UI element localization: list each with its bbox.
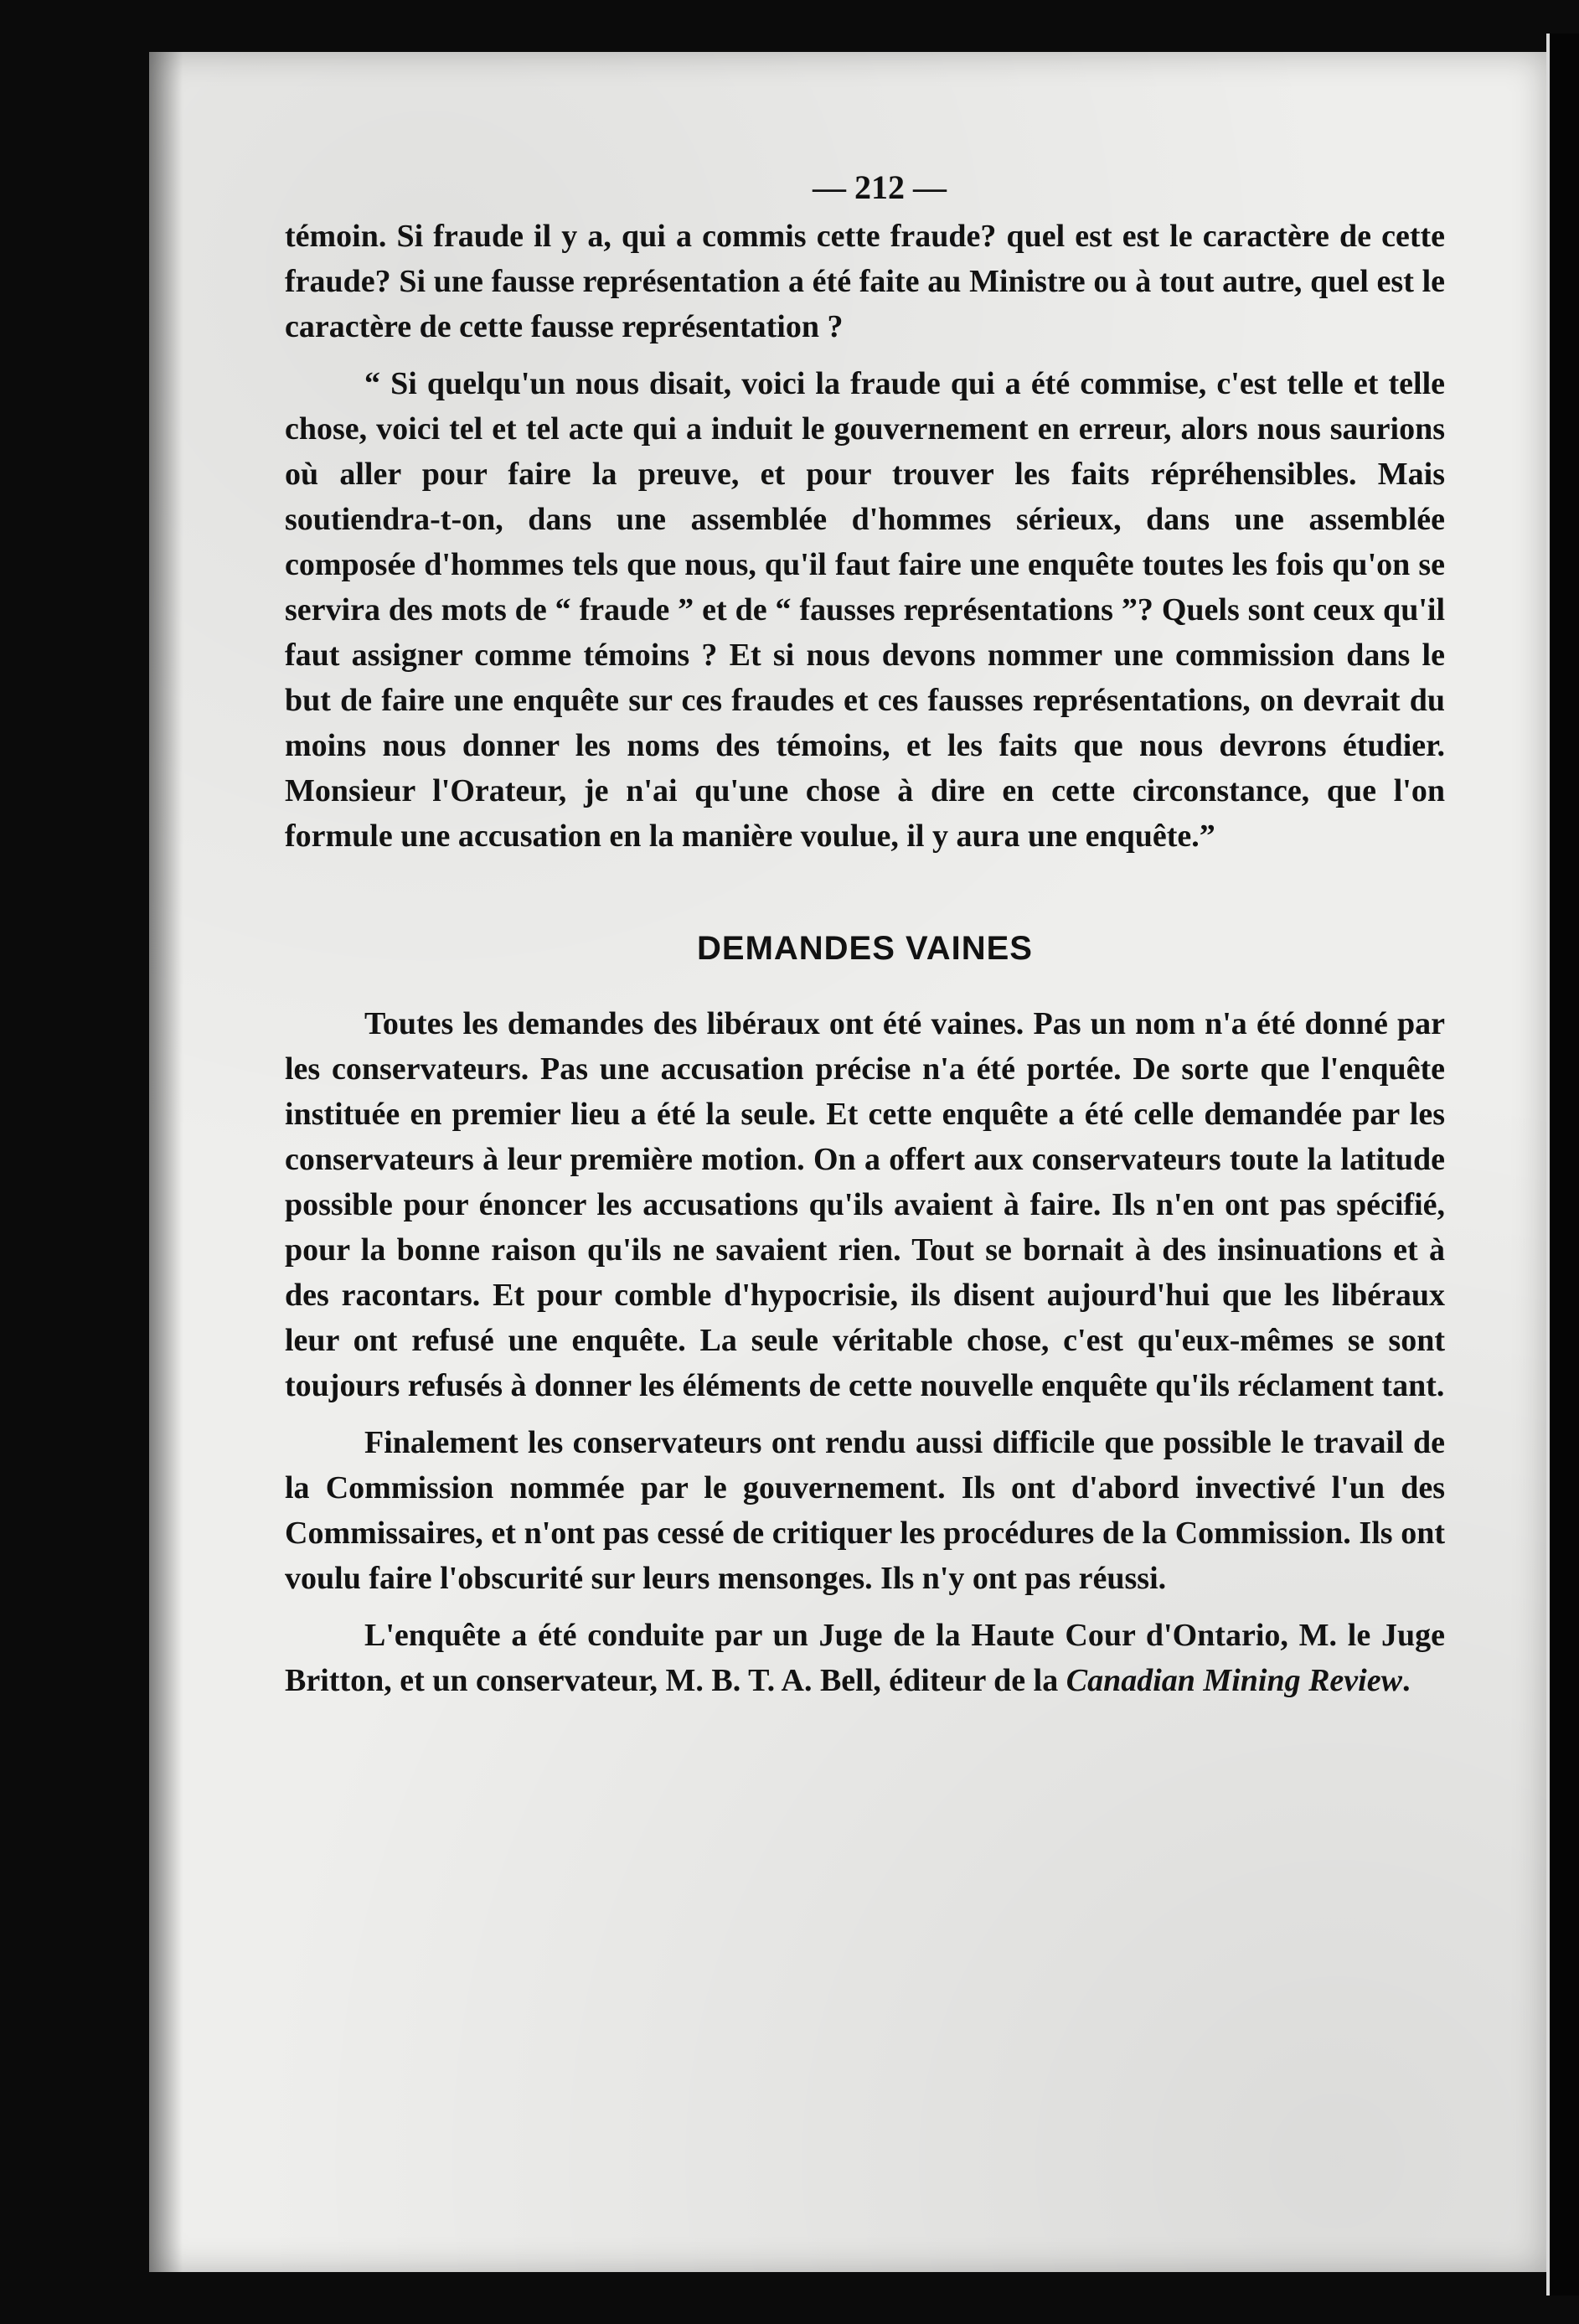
- paragraph-3: Toutes les demandes des libéraux ont été vaines. Pas un nom n'a été donné par les conservateurs. Pas une accusation précise n'a été portée. De sorte que l'enquête instituée en premier lieu a été la seule. Et cette enquête a été celle demandée par les conservateurs à leur première motion. On a offert aux conservateurs toute la latitude possible pour énoncer les accusations qu'ils avaient à faire. Ils n'en ont pas spécifié, pour la bonne raison qu'ils ne savaient rien. Tout se bornait à des insinuations et à des racontars. Et pour comble d'hypocrisie, ils disent aujourd'hui que les libéraux leur ont refusé une enquête. La seule véritable chose, c'est qu'eux-mêmes se sont toujours refusés à donner les éléments de cette nouvelle enquête qu'ils réclament tant.: [285, 1006, 1445, 1403]
- journal-title: Canadian Mining Review: [1066, 1663, 1402, 1698]
- page-left-shadow: [149, 52, 183, 2272]
- paragraph-5-end: .: [1401, 1663, 1411, 1698]
- page-number: — 212 —: [813, 168, 947, 206]
- paragraph-2-quote: “ Si quelqu'un nous disait, voici la fraude qui a été commise, c'est telle et telle chose, voici tel et tel acte qui a induit le gouvernement en erreur, alors nous saurions où aller pour faire la preuve, et pour trouver les faits répréhensibles. Mais soutiendra-t-on, dans une assemblée d'hommes sérieux, dans une assemblée composée d'hommes tels que nous, qu'il faut faire une enquête toutes les fois qu'on se servira des mots de “ fraude ” et de “ fausses représentations ”? Quels sont ceux qu'il faut assigner comme témoins ? Et si nous devons nommer une commission dans le but de faire une enquête sur ces fraudes et ces fausses représentations, on devrait du moins nous donner les noms des témoins, et les faits que nous devrons étudier. Monsieur l'Orateur, je n'ai qu'une chose à dire en cette circonstance, que l'on formule une accusation en la manière voulue, il y aura une enquête.”: [285, 366, 1445, 854]
- section-heading: DEMANDES VAINES: [697, 930, 1033, 967]
- paragraph-1: témoin. Si fraude il y a, qui a commis cette fraude? quel est est le caractère de cette fraude? Si une fausse représentation a été faite au Ministre ou à tout autre, quel est le caractère de cette fausse représentation ?: [285, 219, 1445, 344]
- body-text: [285, 214, 1445, 1715]
- paragraph-5-start: L'enquête a été conduite par un Juge de la Haute Cour d'Ontario, M. le Juge Britton, et un conservateur, M. B. T. A. Bell, éditeur de la: [285, 1618, 1445, 1698]
- book-binding-edge: [1546, 34, 1579, 2296]
- paragraph-4: Finalement les conservateurs ont rendu aussi difficile que possible le travail de la Commission nommée par le gouvernement. Ils ont d'abord invectivé l'un des Commissaires, et n'ont pas cessé de critiquer les procédures de la Commission. Ils ont voulu faire l'obscurité sur leurs mensonges. Ils n'y ont pas réussi.: [285, 1425, 1445, 1596]
- paragraph-5: [285, 1613, 1445, 1703]
